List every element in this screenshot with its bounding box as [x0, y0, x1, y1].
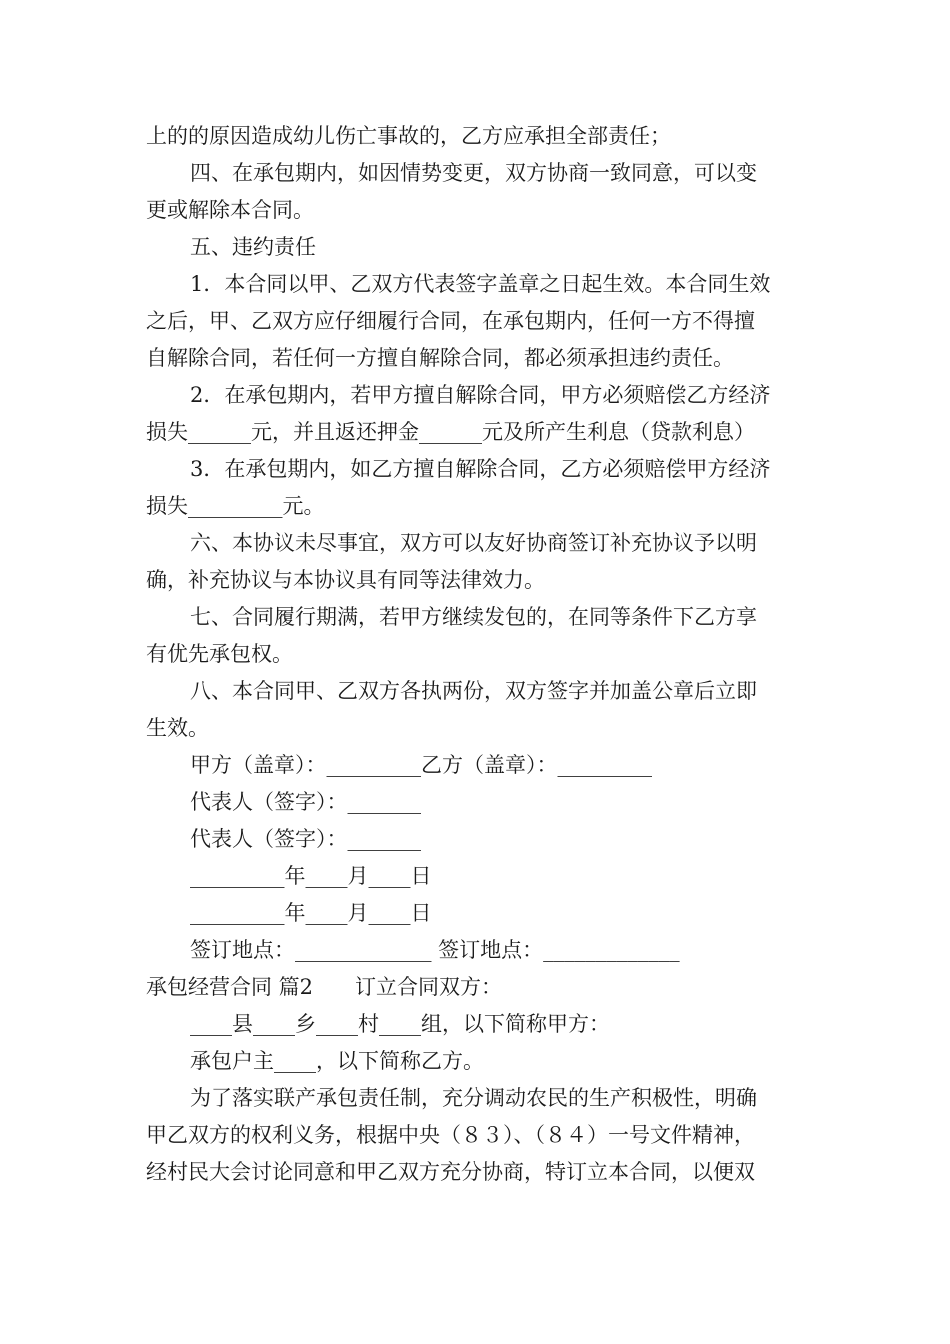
text-line: 代表人（签字）：_______	[190, 827, 421, 851]
text-line: 生效。	[146, 716, 209, 740]
text-line: 六、本协议未尽事宜，双方可以友好协商签订补充协议予以明	[190, 531, 757, 555]
text-line: 七、合同履行期满，若甲方继续发包的，在同等条件下乙方享	[190, 605, 757, 629]
text-line: 八、本合同甲、乙双方各执两份，双方签字并加盖公章后立即	[190, 679, 757, 703]
text-line: 甲乙双方的权利义务，根据中央（８３）、（８４）一号文件精神，	[146, 1123, 755, 1147]
text-line: 确，补充协议与本协议具有同等法律效力。	[146, 568, 545, 592]
text-line: 之后，甲、乙双方应仔细履行合同，在承包期内，任何一方不得擅	[146, 309, 755, 333]
text-line: 五、违约责任	[190, 235, 316, 259]
text-line: 损失______元，并且返还押金______元及所产生利息（贷款利息）	[146, 420, 755, 444]
text-line: ____县____乡____村____组，以下简称甲方：	[190, 1012, 610, 1036]
text-line: 损失_________元。	[146, 494, 325, 518]
text-line: 经村民大会讨论同意和甲乙双方充分协商，特订立本合同，以便双	[146, 1160, 755, 1184]
text-line: 1．本合同以甲、乙双方代表签字盖章之日起生效。本合同生效	[190, 272, 771, 296]
text-line: 上的的原因造成幼儿伤亡事故的，乙方应承担全部责任；	[146, 124, 671, 148]
text-line: 代表人（签字）：_______	[190, 790, 421, 814]
text-line: 有优先承包权。	[146, 642, 293, 666]
text-line: 承包户主____，以下简称乙方。	[190, 1049, 484, 1073]
document-body	[146, 118, 810, 1191]
text-line: 更或解除本合同。	[146, 198, 314, 222]
text-line: 签订地点：_____________ 签订地点：_____________	[190, 938, 680, 962]
text-line: 3．在承包期内，如乙方擅自解除合同，乙方必须赔偿甲方经济	[190, 457, 771, 481]
text-line: 四、在承包期内，如因情势变更，双方协商一致同意，可以变	[190, 161, 757, 185]
text-line: _________年____月____日	[190, 901, 432, 925]
text-line: 甲方（盖章）：_________乙方（盖章）：_________	[190, 753, 652, 777]
text-line: _________年____月____日	[190, 864, 432, 888]
text-line: 自解除合同，若任何一方擅自解除合同，都必须承担违约责任。	[146, 346, 734, 370]
text-line: 2．在承包期内，若甲方擅自解除合同，甲方必须赔偿乙方经济	[190, 383, 771, 407]
text-line: 承包经营合同 篇2 订立合同双方：	[146, 975, 503, 999]
text-line: 为了落实联产承包责任制，充分调动农民的生产积极性，明确	[190, 1086, 757, 1110]
